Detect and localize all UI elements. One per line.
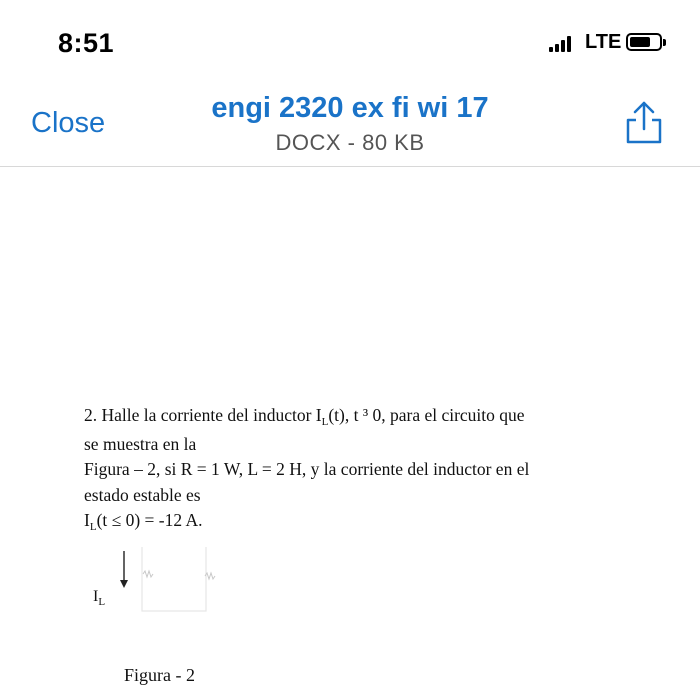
- problem-line: se muestra en la: [84, 433, 197, 454]
- document-meta: DOCX - 80 KB: [275, 130, 425, 155]
- problem-line: 2. Halle la corriente del inductor $I_L(t)$, t ³ 0, para el circuito que: [84, 405, 525, 428]
- document-viewer[interactable]: [0, 167, 700, 700]
- document-title: engi 2320 ex fi wi 17: [211, 92, 489, 124]
- status-bar: [0, 0, 700, 80]
- close-button[interactable]: Close: [31, 107, 106, 139]
- circuit-figure: [80, 547, 240, 617]
- signal-bars-icon: [549, 36, 577, 52]
- network-type: LTE: [585, 31, 622, 53]
- problem-line: Figura – 2, si R = 1 W, L = 2 H, y la corriente del inductor en el: [84, 459, 530, 479]
- problem-line: estado estable es: [84, 484, 201, 505]
- share-icon[interactable]: [622, 98, 666, 146]
- problem-text: [84, 403, 644, 537]
- battery-icon: [626, 33, 662, 51]
- document-nav-bar: [0, 80, 700, 167]
- problem-line: $I_L(t \le 0) = -12$ A.: [84, 510, 203, 533]
- inductor-current-label: $I_L$: [93, 588, 106, 608]
- figure-caption: Figura - 2: [124, 665, 195, 685]
- status-time: 8:51: [58, 28, 115, 58]
